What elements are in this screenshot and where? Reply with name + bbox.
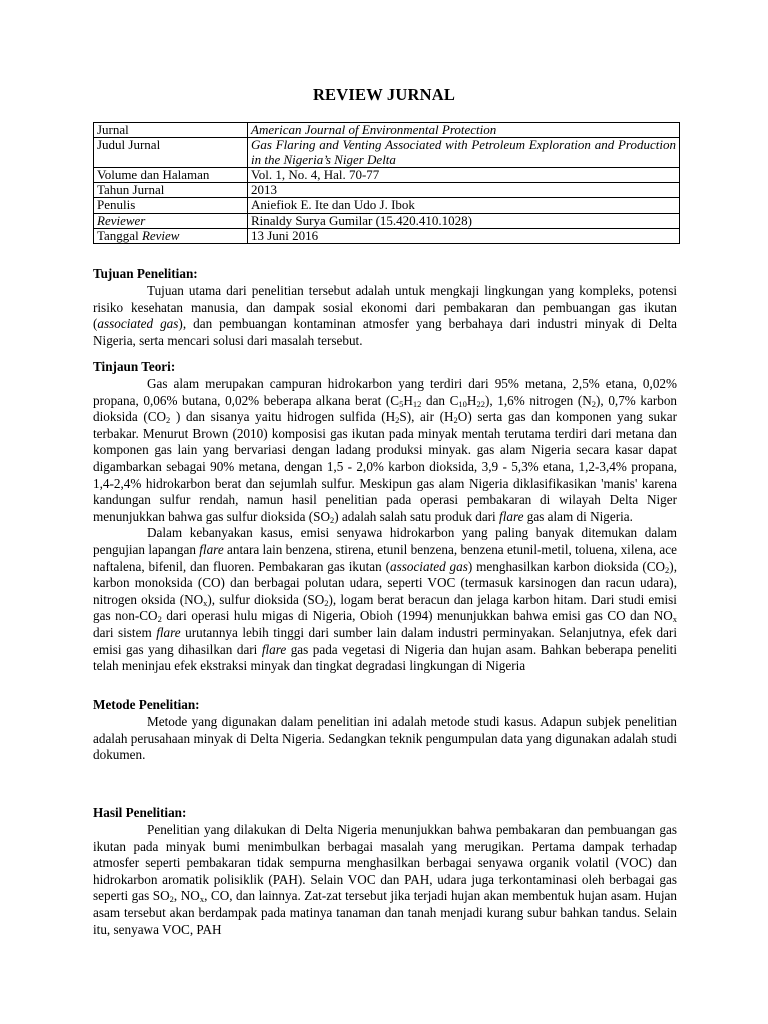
- text-run: Penelitian yang dilakukan di Delta Nigeria menunjukkan bahwa pembakaran dan pembuangan gas ikutan pada minyak bumi menimbulkan berbagai masalah yang merugikan. Pertama dampak terhadap atmosfer seperti pembakaran tidak sempurna menghasilkan berbagai senyawa organik volatil (VOC) dan hidrokarbon aromatik polisiklik (PAH). Selain VOC dan PAH, udara juga terkontaminasi oleh berbagai gas seperti gas SO: [93, 822, 677, 904]
- subscript: 2: [329, 514, 335, 525]
- text-run-italic: flare: [156, 624, 181, 640]
- text-run: ) dan sisanya yaitu hidrogen sulfida (H: [170, 409, 396, 425]
- text-run: ), dan pembuangan kontaminan atmosfer yang berbahaya dari industri minyak di Delta Nigeria, serta mencari solusi dari masalah tersebut.: [93, 316, 677, 348]
- section-body-metode: [93, 714, 677, 764]
- subscript: 5: [399, 398, 404, 409]
- row-key-italic: Review: [141, 228, 180, 244]
- subscript: x: [199, 894, 205, 905]
- text-run: antara lain benzena, stirena, etunil benzena, benzena etunil-metil, toluena, xilena, ace naftalena, bifenil, dan fluoren. Pembakaran gas ikutan (: [93, 541, 677, 574]
- row-key: [94, 229, 248, 244]
- paragraph: [93, 525, 677, 674]
- text-run: ), karbon monoksida (CO) dan berbagai polutan udara, seperti VOC (termasuk karsinogen dan racun udara), nitrogen oksida (NO: [93, 558, 677, 607]
- paragraph: [93, 822, 677, 938]
- subscript: 2: [324, 597, 329, 608]
- text-run: ), logam berat beracun dan jelaga karbon hitam. Dari studi emisi gas non-CO: [93, 591, 677, 624]
- subscript: 2: [591, 398, 597, 409]
- section-heading-tinjauan: Tinjaun Teori:: [93, 359, 176, 374]
- text-run: ), sulfur dioksida (SO: [207, 591, 325, 607]
- table-row: [94, 167, 680, 182]
- text-run: gas alam di Nigeria.: [523, 508, 633, 524]
- text-run: dari sistem: [93, 624, 157, 640]
- text-run: dan C: [421, 392, 459, 408]
- journal-info-table: [93, 122, 680, 244]
- subscript: 12: [412, 398, 422, 409]
- text-run-italic: associated gas: [97, 316, 179, 332]
- text-run-italic: flare: [199, 541, 224, 557]
- text-run: dari operasi hulu migas di Nigeria, Obioh (1994) menunjukkan bahwa emisi gas CO dan NO: [161, 608, 673, 624]
- subscript: 2: [395, 415, 400, 426]
- text-run: gas pada vegetasi di Nigeria dan hujan asam. Bahkan beberapa peneliti telah meninjau efek ekstraksi minyak dan tingkat degradasi lingkungan di Nigeria: [93, 641, 677, 674]
- subscript: 2: [169, 894, 174, 905]
- subscript: 2: [166, 415, 171, 426]
- row-value: American Journal of Environmental Protection: [248, 123, 680, 138]
- text-run: H: [403, 392, 413, 408]
- row-key: Judul Jurnal: [94, 138, 248, 168]
- section-heading-metode: Metode Penelitian:: [93, 697, 200, 712]
- row-key: Reviewer: [94, 213, 248, 228]
- text-run-italic: associated gas: [390, 558, 468, 574]
- text-run: ) menghasilkan karbon dioksida (CO: [467, 558, 666, 574]
- row-key: Tahun Jurnal: [94, 183, 248, 198]
- text-run: , NO: [173, 888, 200, 904]
- section-heading-tujuan: Tujuan Penelitian:: [93, 266, 198, 281]
- table-row: [94, 123, 680, 138]
- text-run: H: [466, 392, 477, 408]
- text-run: , CO, dan lainnya. Zat-zat tersebut jika terjadi hujan akan membentuk hujan asam. Hujan asam tersebut akan berdampak pada matinya tanaman dan tanah menjadi kurang subur bahkan tandus. Selain itu, senyawa VOC, PAH: [93, 888, 677, 937]
- text-run-italic: flare: [499, 508, 524, 524]
- row-value: 2013: [248, 183, 680, 198]
- text-run: ) adalah salah satu produk dari: [334, 508, 500, 524]
- subscript: 2: [453, 415, 458, 426]
- text-run: S), air (H: [399, 409, 454, 425]
- row-value: Gas Flaring and Venting Associated with Petroleum Exploration and Production in the Nigeria’s Niger Delta: [248, 138, 680, 168]
- section-body-hasil: [93, 822, 677, 938]
- table-row: [94, 213, 680, 228]
- row-value: Vol. 1, No. 4, Hal. 70-77: [248, 167, 680, 182]
- row-value: 13 Juni 2016: [248, 229, 680, 244]
- row-key-prefix: Tanggal: [97, 228, 142, 244]
- text-run: O) serta gas dan komponen yang sukar terbakar. Menurut Brown (2010) komposisi gas ikutan pada minyak mentah terutama terdiri dari metana dan komponen gas lain yang bervariasi dengan ladang produksi minyak. gas alam Nigeria secara kasar dapat digambarkan sebagai 90% metana, dengan 1,5 - 2,0% karbon dioksida, 3,9 - 5,3% etana, 1,2-3,4% propana, 1,4-2,4% hidrokarbon berat dan sejumlah sulfur. Meskipun gas alam Nigeria diklasifikasikan 'manis' karena kandungan sulfur rendah, namun hasil penelitian pada operasi pembakaran di wilayah Delta Niger menunjukkan bahwa gas sulfur dioksida (SO: [93, 409, 677, 524]
- subscript: 2: [665, 564, 670, 575]
- subscript: x: [203, 597, 208, 608]
- subscript: 10: [458, 398, 467, 409]
- row-key: Volume dan Halaman: [94, 167, 248, 182]
- text-run: ), 0,7% karbon dioksida (CO: [93, 392, 678, 425]
- section-body-tinjauan: [93, 376, 677, 675]
- subscript: 2: [157, 614, 162, 625]
- row-value: Aniefiok E. Ite dan Udo J. Ibok: [248, 198, 680, 213]
- table-row: [94, 198, 680, 213]
- table-row: [94, 229, 680, 244]
- subscript: 22: [476, 398, 485, 409]
- paragraph: [93, 283, 677, 349]
- section-heading-hasil: Hasil Penelitian:: [93, 805, 187, 820]
- table-row: [94, 138, 680, 168]
- paragraph: Metode yang digunakan dalam penelitian ini adalah metode studi kasus. Adapun subjek penelitian adalah perusahaan minyak di Delta Nigeria. Sedangkan teknik pengumpulan data yang digunakan adalah studi dokumen.: [93, 714, 677, 763]
- row-key: Penulis: [94, 198, 248, 213]
- text-run: Tujuan utama dari penelitian tersebut adalah untuk mengkaji lingkungan yang kompleks, potensi risiko kesehatan manusia, dan dampak sosial ekonomi dari pembakaran dan pembuangan gas ikutan (: [93, 283, 677, 332]
- text-run: ), 1,6% nitrogen (N: [484, 392, 592, 408]
- document-title: REVIEW JURNAL: [312, 85, 456, 104]
- text-run: Dalam kebanyakan kasus, emisi senyawa hidrokarbon yang paling banyak ditemukan dalam pengujian lapangan: [93, 525, 677, 557]
- text-run: Gas alam merupakan campuran hidrokarbon yang terdiri dari 95% metana, 2,5% etana, 0,02% propana, 0,06% butana, 0,02% beberapa alkana berat (C: [93, 376, 677, 408]
- section-body-tujuan: [93, 283, 677, 349]
- text-run-italic: flare: [261, 641, 287, 657]
- table-row: [94, 183, 680, 198]
- paragraph: [93, 376, 677, 525]
- row-value: Rinaldy Surya Gumilar (15.420.410.1028): [248, 213, 680, 228]
- text-run: urutannya lebih tinggi dari sumber lain dalam industri perminyakan. Selanjutnya, efek dari emisi gas yang dihasilkan dari: [93, 624, 677, 657]
- row-key: Jurnal: [94, 123, 248, 138]
- subscript: x: [672, 614, 678, 625]
